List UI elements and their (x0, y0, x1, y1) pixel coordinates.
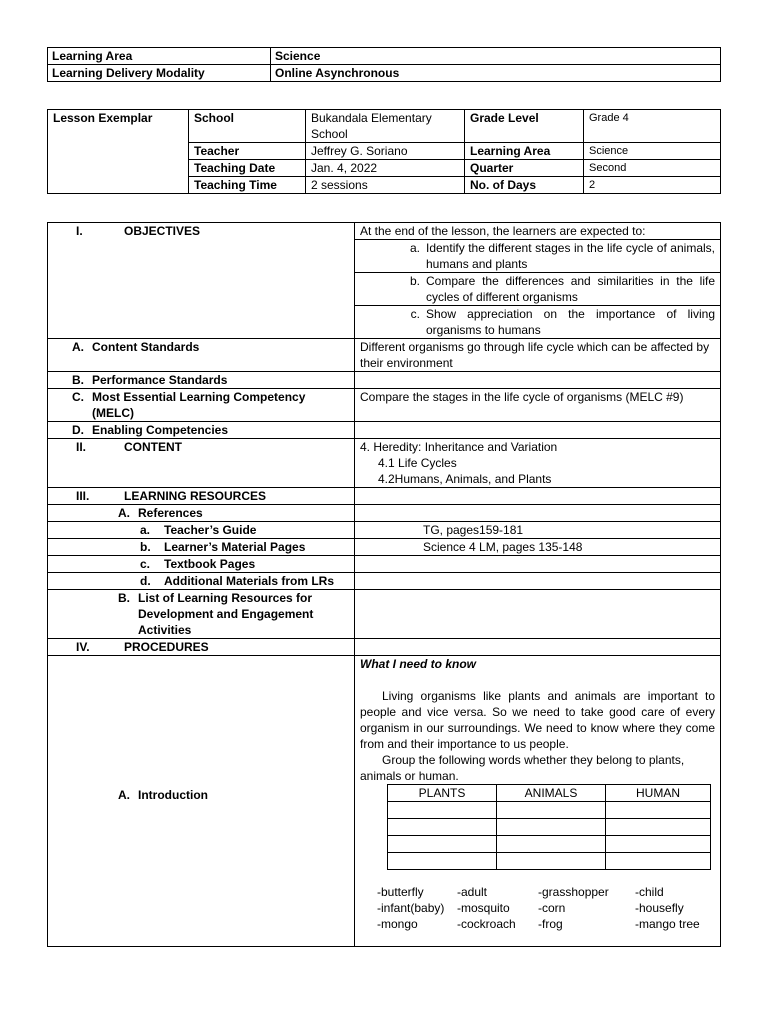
grouping-table (387, 784, 711, 870)
word-item: -butterfly (377, 885, 424, 899)
grouping-cell[interactable] (388, 802, 497, 819)
melc-text: Most Essential Learning Competency (MELC) (92, 390, 306, 420)
enabling-text: Enabling Competencies (92, 423, 229, 437)
references-value (355, 505, 721, 522)
word-item: -mongo (377, 917, 418, 931)
additional-materials-label (48, 573, 355, 590)
objectives-intro: At the end of the lesson, the learners are expected to: (355, 223, 721, 240)
lesson-plan-table (47, 222, 721, 947)
objective-text: Compare the differences and similarities in the life cycles of different organisms (426, 274, 715, 304)
introduction-label (48, 656, 355, 947)
grouping-cell[interactable] (497, 802, 606, 819)
procedures-num: IV. (76, 640, 90, 654)
word-item: -grasshopper (538, 885, 609, 899)
enabling-competencies-value (355, 422, 721, 439)
area-value: Science (584, 143, 721, 160)
learners-material-value: Science 4 LM, pages 135-148 (355, 539, 721, 556)
word-item: -cockroach (457, 917, 516, 931)
grouping-cell[interactable] (388, 836, 497, 853)
grouping-cell[interactable] (606, 836, 711, 853)
content-heading (48, 439, 355, 488)
additional-materials-marker: d. (140, 574, 151, 588)
content-label: CONTENT (124, 440, 182, 454)
teachers-guide-value: TG, pages159-181 (355, 522, 721, 539)
references-label (48, 505, 355, 522)
learners-material-marker: b. (140, 540, 151, 554)
performance-standards-marker: B. (72, 373, 84, 387)
grouping-cell[interactable] (497, 836, 606, 853)
grouping-cell[interactable] (388, 819, 497, 836)
additional-materials-value (355, 573, 721, 590)
objective-text: Identify the different stages in the life cycle of animals, humans and plants (426, 241, 715, 271)
word-item: -corn (538, 901, 566, 915)
content-value (355, 439, 721, 488)
word-item: -infant(baby) (377, 901, 445, 915)
word-item: -housefly (635, 901, 684, 915)
lesson-info-table (47, 109, 721, 194)
learners-material-label (48, 539, 355, 556)
additional-materials-text: Additional Materials from LRs (164, 574, 335, 588)
learners-material-text: Learner’s Material Pages (164, 540, 306, 554)
objectives-heading (48, 223, 355, 339)
learning-area-label: Learning Area (48, 48, 271, 65)
grouping-cell[interactable] (497, 853, 606, 870)
objective-marker: a. (409, 241, 420, 255)
grouping-cell[interactable] (606, 853, 711, 870)
teacher-label: Teacher (189, 143, 306, 160)
objectives-num: I. (76, 224, 83, 238)
content-standards-marker: A. (72, 340, 84, 354)
introduction-content (355, 656, 721, 947)
header-table (47, 47, 721, 82)
area-label: Learning Area (465, 143, 584, 160)
procedures-label: PROCEDURES (124, 640, 209, 654)
objectives-label: OBJECTIVES (124, 224, 201, 238)
days-value: 2 (584, 177, 721, 194)
list-of-resources-label (48, 590, 355, 639)
list-of-resources-text: List of Learning Resources for Development and Engagement Activities (138, 591, 314, 637)
objective-item-a (355, 240, 721, 273)
resources-num: III. (76, 489, 90, 503)
teacher-value: Jeffrey G. Soriano (306, 143, 465, 160)
procedures-heading (48, 639, 355, 656)
word-item: -frog (538, 917, 563, 931)
intro-paragraph-1: Living organisms like plants and animals are important to people and vice versa. So we need to take good care of every organism in our surroundings. We need to know where they come from and their importance to us people. (360, 689, 715, 751)
grouping-cell[interactable] (388, 853, 497, 870)
textbook-pages-label (48, 556, 355, 573)
references-text: References (138, 506, 203, 520)
melc-marker: C. (72, 390, 84, 404)
introduction-text: Introduction (138, 788, 208, 802)
column-animals: ANIMALS (497, 785, 606, 802)
references-marker: A. (118, 506, 130, 520)
grouping-cell[interactable] (606, 819, 711, 836)
word-list (377, 884, 715, 932)
grouping-cell[interactable] (497, 819, 606, 836)
content-line-1: 4. Heredity: Inheritance and Variation (360, 440, 558, 454)
days-label: No. of Days (465, 177, 584, 194)
performance-standards-value (355, 372, 721, 389)
enabling-marker: D. (72, 423, 84, 437)
modality-label: Learning Delivery Modality (48, 65, 271, 82)
intro-paragraph-2: Group the following words whether they belong to plants, animals or human. (360, 753, 685, 783)
date-label: Teaching Date (189, 160, 306, 177)
word-item: -adult (457, 885, 488, 899)
teachers-guide-label (48, 522, 355, 539)
textbook-pages-marker: c. (140, 557, 151, 571)
objective-marker: b. (409, 274, 420, 288)
time-value: 2 sessions (306, 177, 465, 194)
resources-label: LEARNING RESOURCES (124, 489, 267, 503)
teachers-guide-text: Teacher’s Guide (164, 523, 257, 537)
content-line-3: 4.2Humans, Animals, and Plants (378, 472, 552, 486)
objective-item-c (355, 306, 721, 339)
column-plants: PLANTS (388, 785, 497, 802)
content-standards-value: Different organisms go through life cycle which can be affected by their environment (355, 339, 721, 372)
performance-standards-text: Performance Standards (92, 373, 228, 387)
quarter-value: Second (584, 160, 721, 177)
melc-value: Compare the stages in the life cycle of organisms (MELC #9) (355, 389, 721, 422)
enabling-competencies-label (48, 422, 355, 439)
learning-area-value: Science (271, 48, 721, 65)
list-of-resources-value (355, 590, 721, 639)
time-label: Teaching Time (189, 177, 306, 194)
word-item: -mosquito (457, 901, 510, 915)
list-of-resources-marker: B. (118, 591, 130, 605)
content-standards-label (48, 339, 355, 372)
content-line-2: 4.1 Life Cycles (378, 456, 457, 470)
grade-label: Grade Level (465, 110, 584, 143)
textbook-pages-text: Textbook Pages (164, 557, 256, 571)
content-standards-text: Content Standards (92, 340, 200, 354)
introduction-marker: A. (118, 788, 130, 802)
content-num: II. (76, 440, 87, 454)
grade-value: Grade 4 (584, 110, 721, 143)
school-value: Bukandala Elementary School (306, 110, 465, 143)
objective-marker: c. (410, 307, 420, 321)
word-item: -mango tree (635, 917, 700, 931)
column-human: HUMAN (606, 785, 711, 802)
melc-label (48, 389, 355, 422)
textbook-pages-value (355, 556, 721, 573)
resources-value (355, 488, 721, 505)
quarter-label: Quarter (465, 160, 584, 177)
lesson-title: Lesson Exemplar (48, 110, 189, 194)
date-value: Jan. 4, 2022 (306, 160, 465, 177)
school-label: School (189, 110, 306, 143)
teachers-guide-marker: a. (140, 523, 151, 537)
grouping-cell[interactable] (606, 802, 711, 819)
word-item: -child (635, 885, 664, 899)
what-i-need-to-know-heading: What I need to know (360, 657, 476, 671)
procedures-value (355, 639, 721, 656)
objective-text: Show appreciation on the importance of living organisms to humans (426, 307, 715, 337)
objective-item-b (355, 273, 721, 306)
modality-value: Online Asynchronous (271, 65, 721, 82)
performance-standards-label (48, 372, 355, 389)
resources-heading (48, 488, 355, 505)
